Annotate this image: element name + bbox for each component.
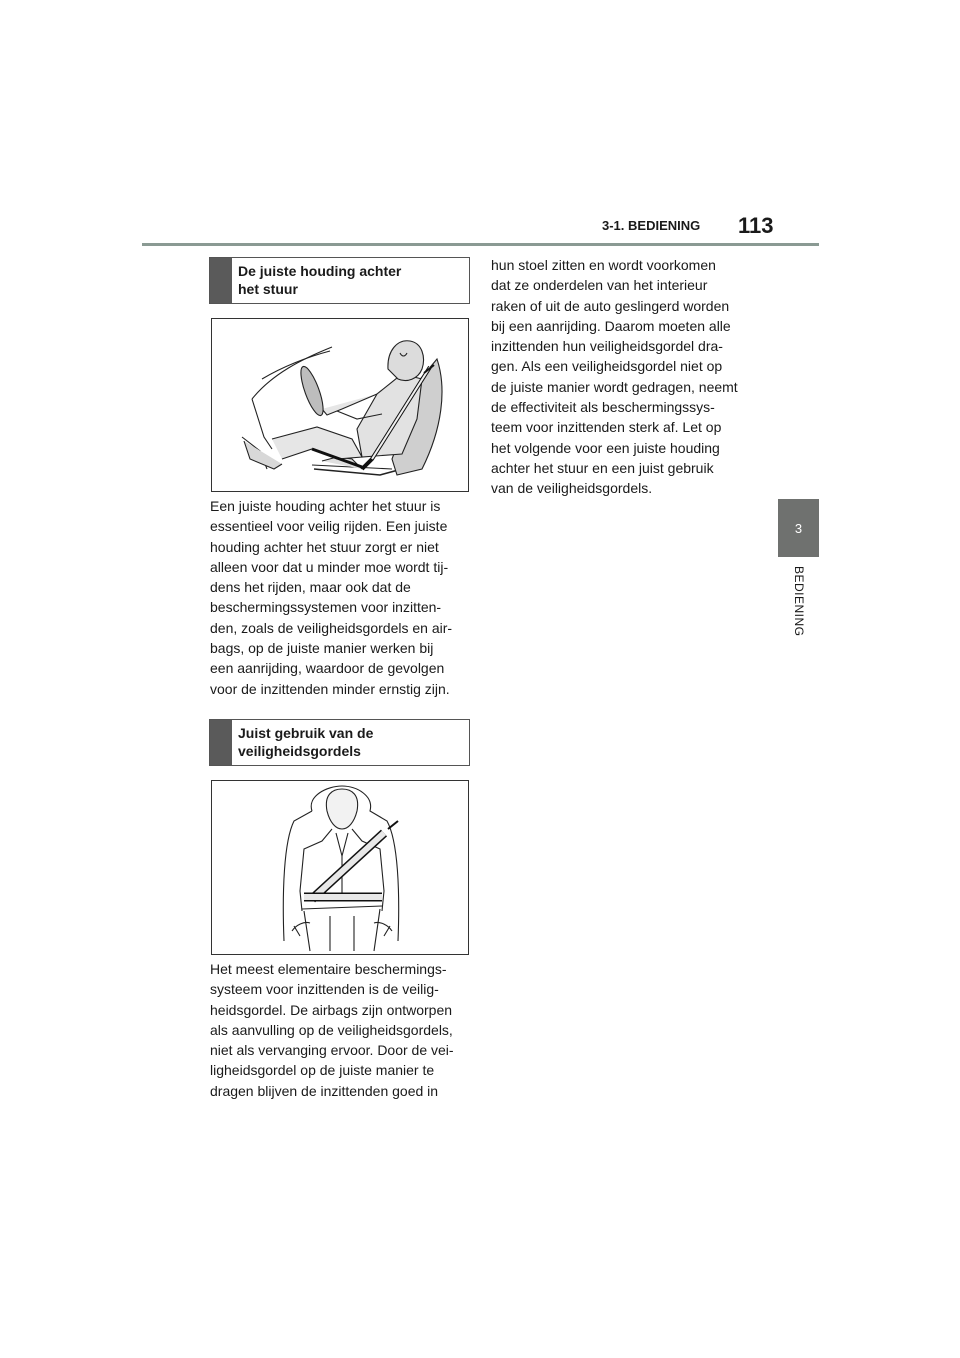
text-line: van de veiligheidsgordels. — [491, 480, 653, 497]
chapter-label: BEDIENING — [792, 566, 806, 637]
text-line: de effectiviteit als beschermingssys- — [491, 399, 715, 416]
chapter-number: 3 — [794, 520, 803, 536]
text-line: een aanrijding, waardoor de gevolgen — [210, 660, 445, 677]
text-line: alleen voor dat u minder moe wordt tij- — [210, 558, 449, 575]
page-number: 113 — [738, 213, 774, 238]
text-line: bij een aanrijding. Daarom moeten alle — [491, 317, 731, 334]
text-line: Het meest elementaire beschermings- — [210, 961, 447, 977]
text-line: dragen blijven de inzittenden goed in — [210, 1082, 439, 1099]
text-line: systeem voor inzittenden is de veilig- — [210, 981, 439, 998]
seatbelt-drawing — [212, 781, 468, 954]
text-line: inzittenden hun veiligheidsgordel dra- — [491, 338, 723, 355]
text-line: het volgende voor een juiste houding — [491, 439, 720, 456]
text-line: bags, op de juiste manier werken bij — [210, 640, 434, 657]
text-line: ligheidsgordel op de juiste manier te — [210, 1062, 435, 1079]
heading-line: veiligheidsgordels — [238, 743, 361, 759]
text-line: den, zoals de veiligheidsgordels en air- — [210, 619, 453, 636]
section-heading-driving-posture — [209, 257, 470, 304]
posture-paragraph — [210, 496, 480, 699]
text-line: hun stoel zitten en wordt voorkomen — [491, 257, 716, 273]
heading-line: het stuur — [238, 281, 298, 297]
text-line: gen. Als een veiligheidsgordel niet op — [491, 358, 723, 375]
seatbelt-paragraph — [210, 959, 480, 1101]
text-line: dens het rijden, maar ook dat de — [210, 579, 411, 596]
text-line: als aanvulling op de veiligheidsgordels, — [210, 1021, 453, 1038]
text-line: achter het stuur en een juist gebruik — [491, 459, 714, 476]
heading-line: Juist gebruik van de — [238, 725, 374, 741]
text-line: voor de inzittenden minder ernstig zijn. — [210, 680, 450, 697]
chapter-tab — [778, 499, 819, 557]
text-line: beschermingssystemen voor inzitten- — [210, 599, 442, 616]
text-line: niet als vervanging ervoor. Door de vei- — [210, 1042, 454, 1059]
section-title: 3-1. BEDIENING — [602, 218, 701, 233]
heading-bar — [210, 720, 232, 765]
driver-posture-illustration — [211, 318, 469, 492]
text-line: teem voor inzittenden sterk af. Let op — [491, 419, 722, 436]
driver-posture-drawing — [212, 319, 468, 491]
heading-line: De juiste houding achter — [238, 263, 402, 279]
text-line: raken of uit de auto geslingerd worden — [491, 297, 730, 314]
section-heading-seatbelt-use — [209, 719, 470, 766]
text-line: houding achter het stuur zorgt er niet — [210, 538, 439, 555]
seatbelt-paragraph-continued — [491, 255, 761, 499]
seatbelt-illustration — [211, 780, 469, 955]
heading-bar — [210, 258, 232, 303]
header-divider — [142, 243, 819, 246]
text-line: essentieel voor veilig rijden. Een juiste — [210, 518, 448, 535]
text-line: de juiste manier wordt gedragen, neemt — [491, 378, 738, 395]
text-line: Een juiste houding achter het stuur is — [210, 498, 441, 514]
text-line: dat ze onderdelen van het interieur — [491, 277, 708, 294]
text-line: heidsgordel. De airbags zijn ontworpen — [210, 1001, 453, 1018]
